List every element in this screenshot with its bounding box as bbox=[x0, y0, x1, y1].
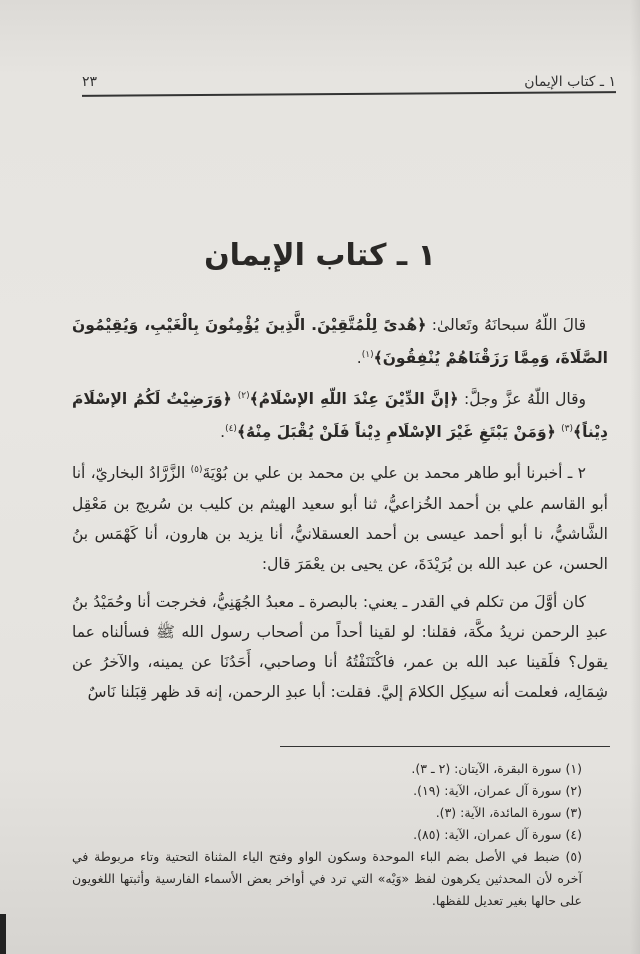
paragraph-hadith-isnad bbox=[72, 455, 608, 578]
footnote-5: (٥) ضبط في الأصل بضم الباء الموحدة وسكون الواو وفتح الياء المثناة التحتية وتاء مربوطة في آخره لأن المحدثين يكرهون لفظ «وَيْه» التي ترد في أواخر بعض الأسماء الفارسية وأثبتها اللغويون على حالها بغير تعديل للفظها. bbox=[72, 849, 582, 908]
paragraph-quran-2: وقال اللّهُ عزَّ وجلَّ: ﴿إنَّ الدِّيْنَ عِنْدَ اللّهِ الإسْلَامُ﴾$^{(٢)}$ ﴿وَرَضِيْتُ لَكُمُ الإسْلَامَ دِيْناً﴾$^{(٣)}$ ﴿وَمَنْ يَبْتَغِ غَيْرَ الإسْلَامِ دِيْناً فَلَنْ يُقْبَلَ مِنْهُ﴾$^{(٤)}$. bbox=[72, 390, 608, 442]
running-header bbox=[82, 60, 616, 90]
footnote-ref-2[interactable]: (٢) bbox=[237, 391, 250, 402]
footnote-ref-4[interactable]: (٤) bbox=[225, 424, 237, 435]
isnad-text-a: ٢ ـ أخبرنا أبو طاهر محمد بن علي بن محمد بن علي بن بُوْيَةَ bbox=[202, 464, 586, 483]
paragraph-intro: قالَ اللّهُ سبحانَهُ وتَعالىٰ: bbox=[426, 316, 587, 334]
footnote-4: (٤) سورة آل عمران، الآية: (٨٥). bbox=[413, 827, 582, 842]
footnotes bbox=[72, 758, 608, 912]
footnote-ref-3[interactable]: (٣) bbox=[561, 424, 573, 435]
footnote-1: (١) سورة البقرة، الآيتان: (٢ ـ ٣). bbox=[411, 761, 582, 776]
paragraph-intro: وقال اللّهُ عزَّ وجلَّ: bbox=[458, 390, 586, 409]
page-shadow bbox=[0, 914, 6, 954]
paragraph-quran-1: قالَ اللّهُ سبحانَهُ وتَعالىٰ: ﴿هُدىً لِلْمُتَّقِيْنَ. الَّذِينَ يُؤْمِنُونَ بِالْغَيْبِ، وَيُقِيْمُونَ الصَّلَاةَ، وَمِمَّا رَزَقْنَاهُمْ يُنْفِقُونَ﴾$^{(١)}$. bbox=[72, 316, 608, 368]
isnad-text-b: الزَّرَّادُ البخاريّ، أنا أبو القاسم علي بن أحمد الخُزاعيُّ، ثنا أبو سعيد الهيثم بن كليب بن سُريج بن مَعْقِل الشَّاشيُّ، نا أبو أحمد عيسى بن أحمد العسقلانيُّ، أنا يزيد بن هارون، أنا كَهْمَس بنُ الحسن، عن عبد الله بن بُرَيْدَةَ، عن يحيى بن يعْمَرَ قال: bbox=[72, 464, 608, 573]
header-rule bbox=[82, 91, 616, 97]
footnote-rule bbox=[280, 746, 610, 747]
running-header-chapter: ١ ـ كتاب الإيمان bbox=[524, 74, 616, 90]
page-number: ٢٣ bbox=[82, 74, 98, 90]
quran-verse: ﴿إنَّ الدِّيْنَ عِنْدَ اللّهِ الإسْلَامُ﴾ bbox=[249, 390, 459, 409]
footnote-ref-1[interactable]: (١) bbox=[361, 350, 374, 360]
chapter-title: ١ ـ كتاب الإيمان bbox=[204, 238, 436, 273]
quran-verse: ﴿وَمَنْ يَبْتَغِ غَيْرَ الإسْلَامِ دِيْناً فَلَنْ يُقْبَلَ مِنْهُ﴾ bbox=[236, 423, 562, 442]
footnote-2: (٢) سورة آل عمران، الآية: (١٩). bbox=[413, 783, 582, 798]
page-edge bbox=[630, 0, 640, 954]
quran-verse: ﴿هُدىً لِلْمُتَّقِيْنَ. الَّذِينَ يُؤْمِنُونَ بِالْغَيْبِ، وَيُقِيْمُونَ الصَّلَاةَ، وَمِمَّا رَزَقْنَاهُمْ يُنْفِقُونَ﴾ bbox=[72, 316, 608, 368]
footnote-ref-5[interactable]: (٥) bbox=[190, 465, 203, 476]
main-text bbox=[72, 310, 608, 715]
quran-verse: ﴿وَرَضِيْتُ لَكُمُ الإسْلَامَ دِيْناً﴾ bbox=[72, 390, 608, 442]
paragraph-hadith-matn: كان أوَّلَ من تكلم في القدر ـ يعني: بالبصرة ـ معبدُ الجُهَنِيُّ، فخرجت أنا وحُمَيْدُ بنُ عبدِ الرحمن نريدُ مكَّة، فقلنا: لو لقينا أحداً من أصحاب رسول الله ﷺ فسألناه عما يقول؟ فلَقينا عبد الله بن عمر، فاكْتَنَفْتُهُ أنا وصاحبي، أَحَدُنَا عن يمينه، والآخرُ عن شِمَالِه، فعلمت أنه سيكِل الكلامَ إليَّ. فقلت: أبا عبدِ الرحمن، إنه قد ظهر قِبَلنا نَاسٌ bbox=[72, 592, 608, 701]
footnote-3: (٣) سورة المائدة، الآية: (٣). bbox=[435, 805, 582, 820]
